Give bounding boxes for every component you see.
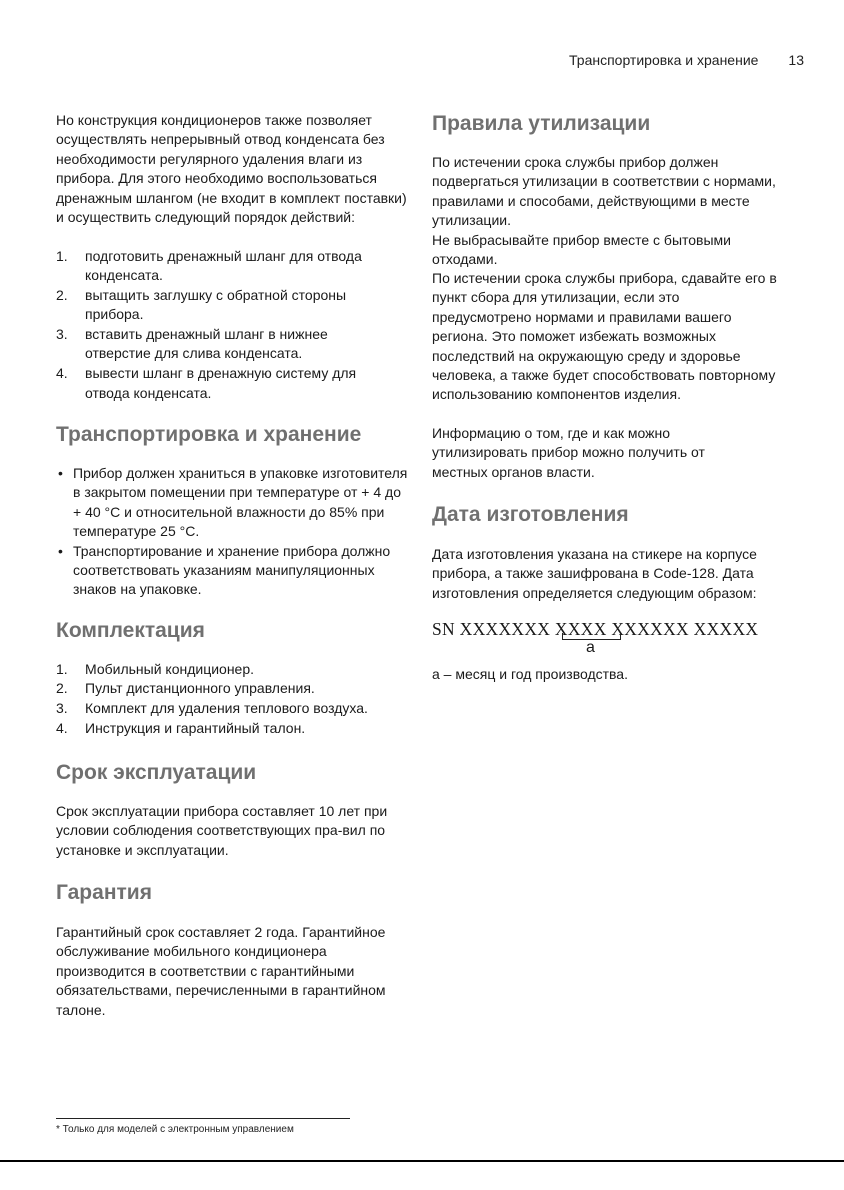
list-item: 2. вытащить заглушку с обратной стороны прибора. — [56, 286, 347, 323]
list-item: 4. вывести шланг в дренажную систему для отвода конденсата. — [56, 365, 357, 401]
page-number: 13 — [788, 52, 804, 68]
sn-marked-part: XXXX — [554, 619, 607, 639]
manufacture-paragraph: Дата изготовления указана на стикере на корпусе прибора, а также зашифрована в Code-128. Дата изготовления определяется следующим образом: — [432, 546, 757, 601]
disposal-paragraph-3: По истечении срока службы прибора, сдавайте его в пункт сбора для утилизации, если это предусмотрено нормами и правилами вашего региона. Это поможет избежать возможных последствий на окружающую среду и здоровье человека, а также будет способствовать повторному использованию компонентов изделия. — [432, 270, 777, 403]
disposal-heading: Правила утилизации — [432, 112, 651, 135]
footnote: * Только для моделей с электронным управлением — [56, 1124, 294, 1135]
sn-suffix: XXXXXX XXXXX — [611, 619, 759, 639]
drain-steps-list — [56, 247, 386, 403]
list-item: • Прибор должен храниться в упаковке изготовителя в закрытом помещении при температуре от + 4 до + 40 °С и относительной влажности до 85% при температуре 25 °С. — [58, 465, 408, 540]
disposal-paragraph-1: По истечении срока службы прибор должен подвергаться утилизации в соответствии с нормами, правилами и способами, действующими в месте утилизации. — [432, 154, 776, 229]
list-item: 1. Мобильный кондиционер. — [56, 661, 255, 677]
transport-list — [56, 464, 408, 600]
kit-heading: Комплектация — [56, 619, 205, 642]
sn-marker-label: a — [586, 639, 595, 656]
footnote-divider — [56, 1118, 350, 1119]
manufacture-heading: Дата изготовления — [432, 503, 629, 526]
warranty-paragraph: Гарантийный срок составляет 2 года. Гарантийное обслуживание мобильного кондиционера производится в соответствии с гарантийными обязательствами, перечисленными в гарантийном талоне. — [56, 924, 386, 1018]
disposal-paragraph-2: Не выбрасывайте прибор вместе с бытовыми отходами. — [432, 232, 732, 268]
header-section-title: Транспортировка и хранение — [569, 52, 759, 68]
manufacture-legend: а – месяц и год производства. — [432, 666, 628, 682]
lifetime-heading: Срок эксплуатации — [56, 761, 257, 784]
list-item: 2. Пульт дистанционного управления. — [56, 680, 315, 697]
page-header — [569, 52, 804, 68]
kit-list — [56, 660, 396, 739]
list-item: 1. подготовить дренажный шланг для отвода конденсата. — [56, 248, 362, 284]
disposal-paragraph-4: Информацию о том, где и как можно утилизировать прибор можно получить от местных органов власти. — [432, 425, 705, 480]
warranty-heading: Гарантия — [56, 881, 152, 904]
transport-heading: Транспортировка и хранение — [56, 423, 362, 446]
page-bottom-rule — [0, 1160, 844, 1162]
lifetime-paragraph: Срок эксплуатации прибора составляет 10 лет при условии соблюдения соответствующих пра-вил по установке и эксплуатации. — [56, 803, 388, 858]
list-item: 3. Комплект для удаления теплового воздуха. — [56, 699, 368, 716]
sn-prefix: SN XXXXXXX — [432, 619, 551, 639]
list-item: 4. Инструкция и гарантийный талон. — [56, 720, 306, 737]
drain-intro-paragraph: Но конструкция кондиционеров также позволяет осуществлять непрерывный отвод конденсата без необходимости регулярного удаления влаги из прибора. Для этого необходимо воспользоваться дренажным шлангом (не входит в комплект поставки) и осуществить следующий порядок действий: — [56, 112, 407, 226]
list-item: • Транспортирование и хранение прибора должно соответствовать указаниям манипуляционных знаков на упаковке. — [58, 542, 391, 598]
list-item: 3. вставить дренажный шланг в нижнее отверстие для слива конденсата. — [56, 325, 328, 362]
